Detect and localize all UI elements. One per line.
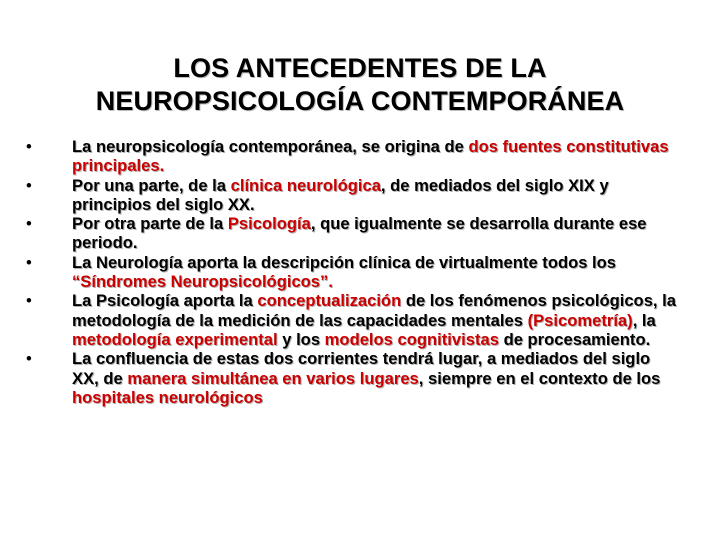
bullet-dot-icon: • xyxy=(26,175,32,195)
title-line-2: NEUROPSICOLOGÍA CONTEMPORÁNEA xyxy=(95,86,625,117)
bullet-text: , de mediados del siglo XIX y principios del siglo XX. xyxy=(72,175,609,214)
bullet-item xyxy=(26,253,678,292)
bullet-text: Por una parte, de la xyxy=(72,175,231,195)
bullet-text: de procesamiento. xyxy=(498,329,651,349)
slide-title xyxy=(20,52,700,118)
bullet-text: y los xyxy=(277,329,325,349)
bullet-dot-icon: • xyxy=(26,252,32,272)
bullet-text: de los fenómenos psicológicos, la metodología de la medición de las capacidades mentales xyxy=(72,291,676,330)
bullet-text: , que igualmente se desarrolla durante ese periodo. xyxy=(72,214,647,253)
highlighted-text: modelos cognitivistas xyxy=(324,329,499,349)
title-line-1: LOS ANTECEDENTES DE LA xyxy=(173,53,547,84)
highlighted-text: Psicología xyxy=(227,214,311,234)
bullet-list xyxy=(26,137,678,407)
bullet-item xyxy=(26,214,678,253)
highlighted-text: conceptualización xyxy=(257,291,402,311)
bullet-dot-icon: • xyxy=(26,291,32,311)
highlighted-text: clínica neurológica xyxy=(230,175,381,195)
bullet-text: La Neurología aporta la descripción clínica de virtualmente todos los xyxy=(72,252,617,272)
bullet-item xyxy=(26,291,678,349)
bullet-text: La neuropsicología contemporánea, se origina de xyxy=(72,137,469,156)
bullet-dot-icon: • xyxy=(26,137,32,156)
highlighted-text: manera simultánea en varios lugares xyxy=(127,368,419,388)
bullet-text: La Psicología aporta la xyxy=(72,291,258,311)
highlighted-text: (Psicometría) xyxy=(527,310,633,330)
highlighted-text: metodología experimental xyxy=(72,329,278,349)
highlighted-text: “Síndromes Neuropsicológicos”. xyxy=(72,272,333,292)
highlighted-text: dos fuentes constitutivas principales. xyxy=(72,137,669,176)
bullet-text: , siempre en el contexto de los xyxy=(418,368,661,388)
bullet-text: Por otra parte de la xyxy=(72,214,228,234)
bullet-text: La confluencia de estas dos corrientes tendrá lugar, a mediados del siglo XX, de xyxy=(72,349,651,388)
highlighted-text: hospitales neurológicos xyxy=(72,387,263,407)
bullet-text: , la xyxy=(632,310,656,330)
bullet-item xyxy=(26,137,678,176)
bullet-dot-icon: • xyxy=(26,349,32,369)
bullet-item xyxy=(26,349,678,407)
bullet-item xyxy=(26,176,678,215)
bullet-dot-icon: • xyxy=(26,214,32,234)
